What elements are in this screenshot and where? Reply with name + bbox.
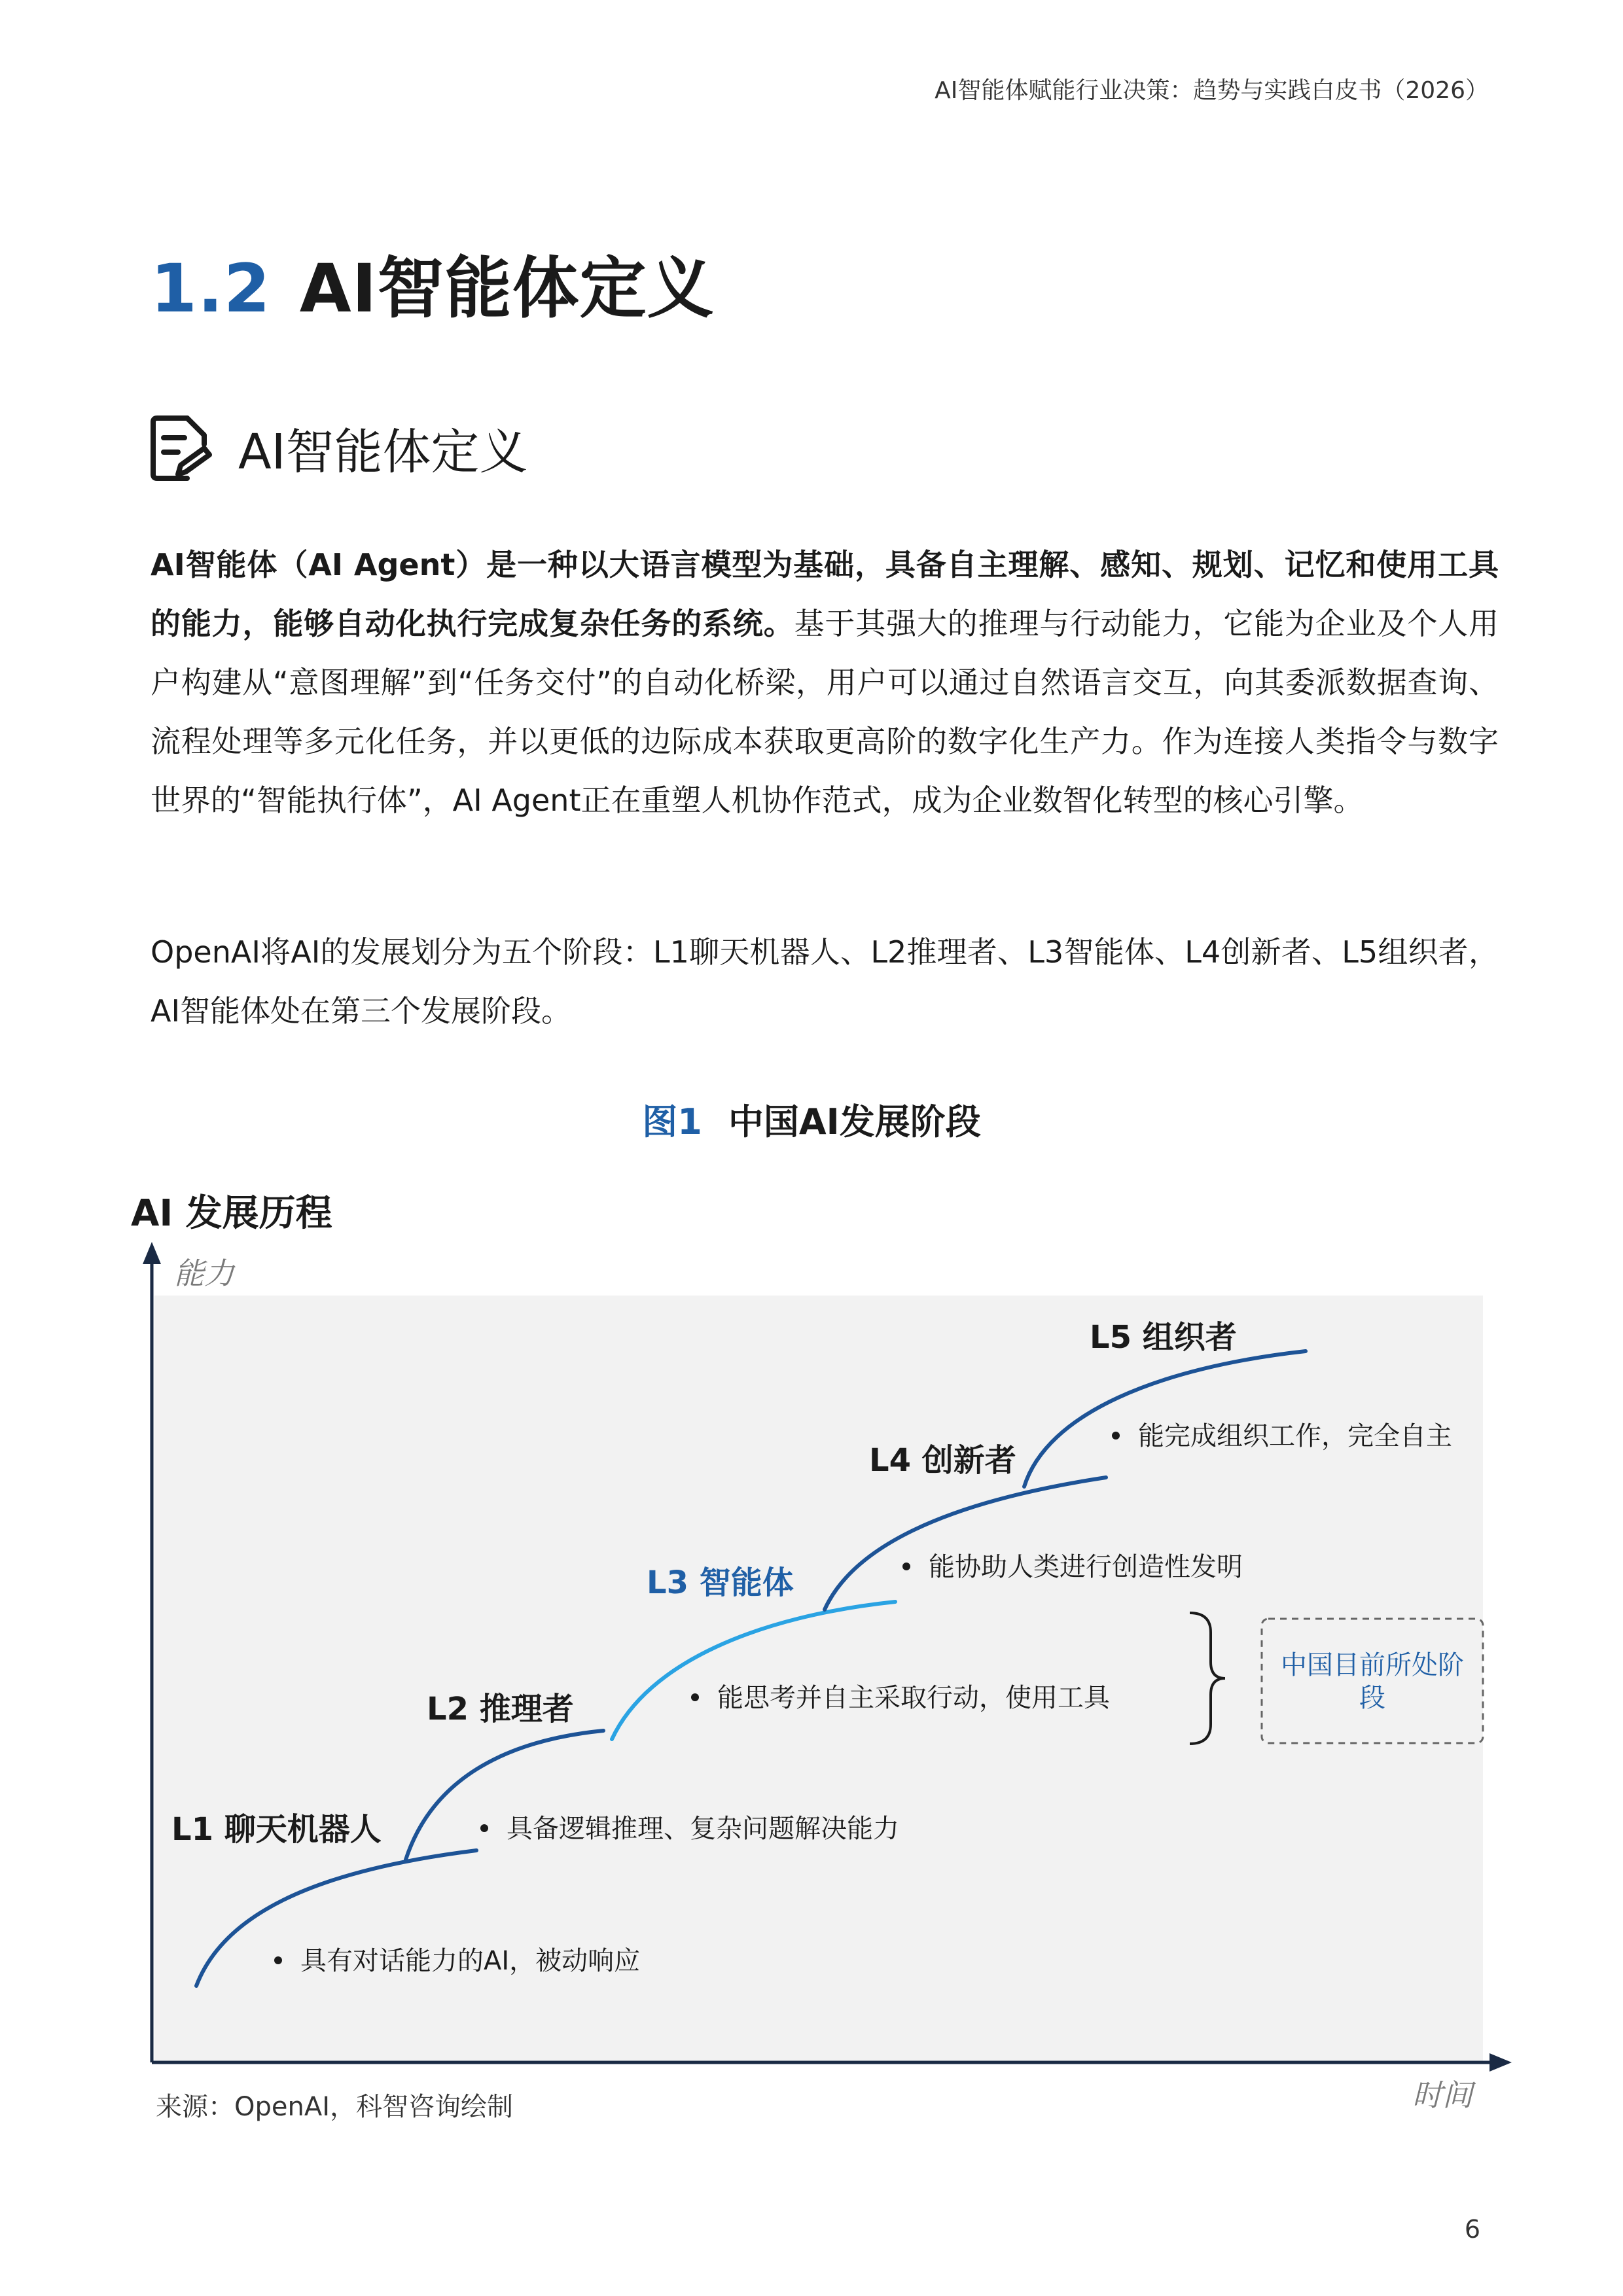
definition-bold-text: AI智能体（AI Agent）是一种以大语言模型为基础，具备自主理解、感知、规划、记忆和使用工具的能力，能够自动化执行完成复杂任务的系统。: [151, 547, 1499, 641]
x-axis-label: 时间: [1412, 2077, 1472, 2113]
stage-label-l3: L3 智能体: [647, 1564, 794, 1601]
document-header-title: AI智能体赋能行业决策：趋势与实践白皮书（2026）: [935, 77, 1489, 104]
stage-desc-l1: 具有对话能力的AI，被动响应: [300, 1946, 641, 1976]
x-axis-arrow: [1489, 2053, 1512, 2072]
callout-text-line1: 中国目前所处阶: [1281, 1650, 1464, 1680]
bullet-icon: [274, 1956, 282, 1964]
subsection-title: AI智能体定义: [238, 424, 528, 480]
stage-desc-l2: 具备逻辑推理、复杂问题解决能力: [507, 1814, 899, 1844]
y-axis-label: 能力: [174, 1256, 234, 1291]
stage-desc-l5: 能完成组织工作，完全自主: [1138, 1421, 1452, 1451]
page-number: 6: [1464, 2215, 1480, 2244]
stage-desc-l4: 能协助人类进行创造性发明: [929, 1552, 1243, 1582]
section-number: 1.2: [151, 250, 271, 328]
chart-title: AI 发展历程: [131, 1192, 332, 1235]
callout-text-line2: 段: [1359, 1683, 1385, 1713]
bullet-icon: [902, 1563, 910, 1570]
bullet-icon: [1112, 1432, 1120, 1439]
bullet-icon: [480, 1824, 488, 1832]
stage-desc-l3: 能思考并自主采取行动，使用工具: [717, 1683, 1110, 1713]
definition-body-text: 基于其强大的推理与行动能力，它能为企业及个人用户构建从“意图理解”到“任务交付”的自动化桥梁，用户可以通过自然语言交互，向其委派数据查询、流程处理等多元化任务，并以更低的边际成本获取更高阶的数字化生产力。作为连接人类指令与数字世界的“智能执行体”，AI Agent正在重塑人机协作范式，成为企业数智化转型的核心引擎。: [151, 606, 1499, 818]
stage-label-l4: L4 创新者: [869, 1442, 1016, 1479]
stage-label-l5: L5 组织者: [1090, 1319, 1237, 1356]
bullet-icon: [691, 1693, 699, 1701]
figure-title: 中国AI发展阶段: [728, 1101, 981, 1142]
figure-number: 图1: [642, 1101, 702, 1142]
stage-label-l2: L2 推理者: [427, 1691, 574, 1727]
source-note: 来源：OpenAI，科智咨询绘制: [156, 2092, 513, 2122]
stages-paragraph: OpenAI将AI的发展划分为五个阶段：L1聊天机器人、L2推理者、L3智能体、L4创新者、L5组织者，AI智能体处在第三个发展阶段。: [151, 934, 1499, 1029]
y-axis-arrow: [143, 1242, 161, 1264]
stage-label-l1: L1 聊天机器人: [171, 1811, 382, 1848]
section-title-text: AI智能体定义: [299, 250, 715, 328]
